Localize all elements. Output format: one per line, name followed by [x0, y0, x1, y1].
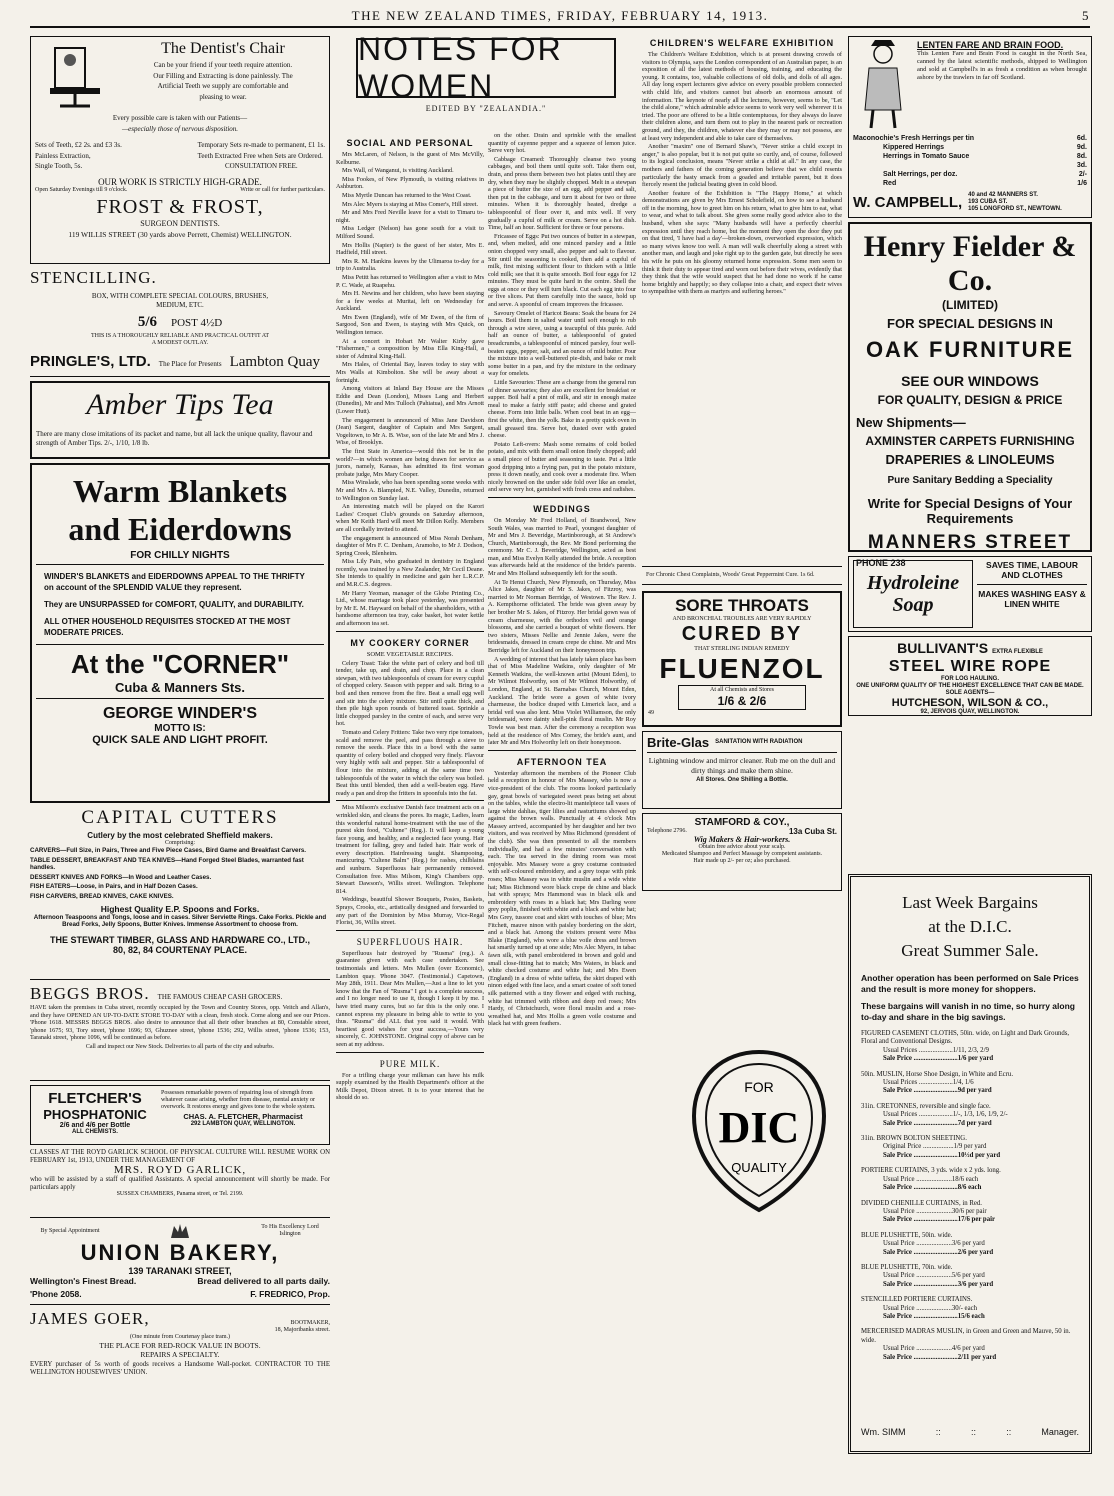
- cutters-ep: Highest Quality E.P. Spoons and Forks.: [100, 903, 260, 914]
- cookery-recipe: Tomato and Celery Fritters: Take two very ripe tomatoes, scald and remove the peel, and pass through a sieve to remove the seeds. Place this in a bowl with the same quantity of celery boiled and chopped very finely. Flavour very highly with salt and pepper. Stir a tablespoonful of flour into the mixture, adding at the same time two tablespoonfuls of the water in which the celery was boiled. Beat this until blended, then add a well-beaten egg. Have ready a pan and drop the fritters in spoonfuls into the fat.: [336, 728, 484, 797]
- union-left: Wellington's Finest Bread.: [30, 1276, 137, 1286]
- goer-ad: [30, 1309, 330, 1389]
- dic-item: [861, 1264, 1079, 1289]
- dentist-line: Every possible care is taken with our Patients—: [112, 114, 248, 122]
- dentist-write: Write or call for further particulars.: [240, 186, 325, 193]
- dic-item-desc: PORTIERE CURTAINS, 3 yds. wide x 2 yds. long.: [861, 1167, 1001, 1175]
- goer-offer: EVERY purchaser of 5s worth of goods receives a Handsome Wall-pocket. CONTRACTOR TO THE WELLINGTON HOUSEWIVES' UNION.: [30, 1361, 330, 1376]
- dic-sale-ad: [848, 874, 1092, 1454]
- social-item: Mr Harry Yeoman, manager of the Globe Printing Co., Ltd., whose marriage took place yesterday, was presented by Mr E. M. Hayward on behalf of the shareholders, with a handsome afternoon tea tray, cake basket, hot water kettle and afternoon tea set.: [336, 589, 484, 628]
- dentist-title: The Dentist's Chair: [161, 40, 285, 57]
- social-item: Mrs Hollis (Napier) is the guest of her sister, Mrs E. Hadfield, Hill street.: [336, 241, 484, 257]
- throats-t5: FLUENZOL: [659, 653, 825, 684]
- fletcher-chem: ALL CHEMISTS.: [72, 1129, 118, 1135]
- wedding-item: On Monday Mr Fred Holland, of Brandwood, New South Wales, was married to Pearl, youngest daughter of Mr and Mrs J. Beveridge, Martinborough, at St Andrew's Church, Martinborough, the Rev. Mr Bond performing the ceremony. Mr C. J. Beveridge, Wellington, acted as best man, and Miss Evelyn Kelly attended the bride. A reception was afterwards held at the residence of the bride's parents. Mr and Mrs Holland subsequently left for the south.: [488, 516, 636, 578]
- briteglas-title: Brite-Glas: [647, 735, 710, 750]
- hydroleine-t1: SAVES TIME, LABOUR AND CLOTHES: [977, 560, 1087, 585]
- bullivant-t3: STEEL WIRE ROPE: [888, 658, 1052, 675]
- dic-item-desc: FIGURED CASEMENT CLOTHS, 50in. wide, on Light and Dark Grounds, Floral and Conventional Designs.: [861, 1030, 1070, 1046]
- lenten-item: Herrings in Tomato Sauce: [883, 153, 970, 160]
- stencil-firm: PRINGLE'S, LTD.: [30, 353, 151, 370]
- lenten-item: Red: [883, 180, 897, 187]
- column-4: [848, 36, 1092, 1486]
- social-item: Mr and Mrs Fred Neville leave for a visit to Timaru to-night.: [336, 209, 484, 224]
- dic-item-sale: Sale Price ..........................15/6 each: [883, 1312, 985, 1320]
- notes-right-column: [488, 132, 636, 1458]
- stamford-tel: Telephone 2796.: [647, 828, 687, 834]
- dic-item: [861, 1328, 1079, 1362]
- dic-item-desc: 31in. BROWN BOLTON SHEETING.: [861, 1135, 967, 1143]
- dic-item-desc: BLUE PLUSHETTE, 50in. wide.: [861, 1231, 953, 1239]
- social-item: An interesting match will be played on the Karori Ladies' Croquet Club's grounds on Saturday afternoon, when Mr Keith Hard will meet Mr Dillon Kelly. Members are all cordially invited to attend.: [336, 503, 484, 533]
- masthead: [30, 8, 1090, 28]
- union-prop: F. FREDRICO, Prop.: [250, 1289, 330, 1299]
- stencil-post: POST 4½D: [171, 317, 223, 329]
- social-item: At a concert in Hobart Mr Walter Kirby gave "Fishermen," a composition by Miss Ella King-Hall, a sister of Admiral King-Hall.: [336, 337, 484, 360]
- murray-text: Weddings, beautiful Shower Bouquets, Posies, Baskets, Sprays, Crooks, etc., artistically designed and forwarded to any part of the Dominion by Miss Murray, Vice-Regal Florist, 36, Willis street.: [336, 896, 484, 927]
- dic-item-usual: Usual Price .....................3/6 per yard: [883, 1240, 985, 1248]
- fletcher-price: 2/6 and 4/6 per Bottle: [59, 1122, 131, 1129]
- social-item: Mrs R. M. Hankins leaves by the Ulimaroa to-day for a trip to Australia.: [336, 257, 484, 273]
- fletcher-firm: CHAS. A. FLETCHER, Pharmacist: [183, 1112, 303, 1121]
- dental-chair-icon: [35, 40, 115, 110]
- stencil-text: BOX, WITH COMPLETE SPECIAL COLOURS, BRUSHES, MEDIUM, ETC.: [91, 292, 269, 309]
- social-item: Miss Lily Pain, who graduated in dentistry in England recently, was trained by a New Zealander, Mr Cecil Deane. She intends to qualify in medicine and gain her L.R.C.P. and M.R.C.S. degrees.: [336, 558, 484, 589]
- hydroleine-logo: Hydroleine Soap: [853, 560, 973, 628]
- bullivant-t8: 92, JERVOIS QUAY, WELLINGTON.: [920, 709, 1020, 715]
- stencil-price: 5/6: [137, 314, 157, 330]
- throats-t4: THAT STERLING INDIAN REMEDY: [694, 646, 790, 652]
- dic-item-sale: Sale Price ..........................3/6 per yard: [883, 1280, 994, 1288]
- hydroleine-t2: MAKES WASHING EASY & LINEN WHITE: [978, 589, 1086, 609]
- throats-t2: AND BRONCHIAL TROUBLES ARE VERY RAPIDLY: [672, 616, 812, 622]
- beggs-title: BEGGS BROS.: [30, 984, 150, 1003]
- dentist-price: Single Tooth, 5s.: [35, 162, 83, 170]
- garlick-text2: who will be assisted by a staff of qualified Assistants. A special announcement will shortly be made. For particulars apply: [30, 1176, 330, 1191]
- beggs-tag: THE FAMOUS CHEAP CASH GROCERS.: [157, 993, 283, 1001]
- dic-item-sale: Sale Price ..........................8/6 each: [883, 1184, 982, 1192]
- lenten-item: Salt Herrings, per doz.: [883, 171, 958, 178]
- stencil-title: STENCILLING.: [30, 268, 157, 287]
- throats-num: 49: [648, 710, 654, 716]
- blankets-p3: ALL OTHER HOUSEHOLD REQUISITES STOCKED AT THE MOST MODERATE PRICES.: [44, 617, 291, 637]
- lenten-title: LENTEN FARE AND BRAIN FOOD.: [917, 40, 1064, 50]
- wedding-item: At Te Henui Church, New Plymouth, on Thursday, Miss Alice Jakes, daughter of Mr S. Jakes, of Fitzroy, was married to Mr Norman Berridge, of Westown. The Rev. J. A. Kempthorne officiated. The bride was given away by her brother Mr S. Jakes, of Fitzroy. Her bridal gown was of cream charmeuse, with the orthodox veil and orange blossoms, and she carried a bouquet of white flowers. Her two sisters, Misses Nellie and Jennie Jakes, were the bridesmaids, dressed in cream crepe de chine. Mr and Mrs Berridge left for Auckland on their honeymoon trip.: [488, 578, 636, 654]
- social-item: The engagement is announced of Miss Jane Davidson (Jean) Sargent, daughter of Captain and Mrs Sargent, Vogeltown, to Mr A. B. Wise, son of the late Mr and Mrs J. Wise, of Brooklyn.: [336, 416, 484, 447]
- bullivant-t1: BULLIVANT'S: [897, 640, 989, 656]
- dic-item: [861, 1135, 1079, 1160]
- social-heading: SOCIAL AND PERSONAL: [346, 138, 474, 148]
- lenten-price: 2/-: [1078, 171, 1087, 178]
- dic-title-3: Great Summer Sale.: [901, 941, 1039, 960]
- beggs-ad: [30, 984, 330, 1081]
- cookery-heading: MY COOKERY CORNER: [350, 637, 470, 648]
- social-item: Among visitors at Inland Bay House are the Misses Eddie and Dean (London), Misses Lang and Herbert (Dunedin), Mr and Mrs Tulloch (Pahiatua), and Mrs Arnott (Lower Hutt).: [336, 385, 484, 415]
- welfare-heading: CHILDREN'S WELFARE EXHIBITION: [649, 38, 835, 48]
- column-3: [642, 36, 842, 1486]
- dic-item-sale: Sale Price ..........................1/6 per yard: [883, 1055, 994, 1063]
- stamford-c2: Medicated Shampoo and Perfect Massage by competent assistants.: [661, 851, 823, 857]
- dentist-price: Painless Extraction,: [35, 151, 91, 160]
- throats-t6: At all Chemists and Stores: [710, 687, 774, 693]
- hydroleine-ad: [848, 556, 1092, 632]
- winders-name: GEORGE WINDER'S: [102, 705, 258, 722]
- stencil-loc: Lambton Quay: [229, 354, 320, 370]
- union-street: 139 TARANAKI STREET,: [128, 1266, 232, 1276]
- campbell-addr: 193 CUBA ST.: [968, 199, 1008, 205]
- fielder-l5: New Shipments—: [856, 415, 966, 430]
- pure-milk-heading: PURE MILK.: [379, 1058, 441, 1069]
- dentist-price: Teeth Extracted Free when Sets are Ordered.: [197, 151, 323, 160]
- stamford-wig: Wig Makers & Hair-workers.: [693, 835, 791, 844]
- dic-lead-1: Another operation has been performed on Sale Prices and the result is more money for shoppers.: [861, 973, 1079, 994]
- welfare-text: Another "maxim" one of Bernard Shaw's, "Never strike a child except in anger," is also popular, but it is not put quite so curtly, and, of course, followed to its logical conclusion, means "Never strike a child at all." In any case, the mothers and fathers of the coming generation believe that we child resents particularly the hasty smack from a goaded and irritable parent, but it does fiercely resent the judicial beating given in cold blood.: [642, 143, 842, 189]
- fletcher-addr: 292 LAMBTON QUAY, WELLINGTON.: [190, 1121, 296, 1127]
- cutters-line: DESSERT KNIVES AND FORKS—In Wood and Leather Cases.: [30, 873, 212, 881]
- stencil-place: The Place for Presents: [158, 360, 222, 368]
- recipe-text: Little Savouries: These are a change from the general run of dinner savouries; they also are excellent for breakfast or supper. Boil half a pint of milk, and stir in enough maize meal to make a fairly stiff paste; add cheese and grated cheese. Form into little balls. When cool beat in an egg—first the white, then the yolk. Bake in a pretty quick oven in small greased tins. Serve hot, dusted over with grated cheese.: [488, 379, 636, 440]
- dentist-price: Temporary Sets re-made to permanent, £1 1s.: [197, 141, 325, 149]
- wedding-item: A wedding of interest that has lately taken place has been that of Miss Madeline Watkins, only daughter of Mr Kenneth Watkins, the well-known artist (Mount Eden), to Mr Wilmot Holworthy, son of Mr Wilmot Holworthy, of London, England, at St. Barnabas Church, Mount Eden, Auckland. The bride wore a gown of white ivory charmeuse, the bodice draped with Limerick lace, and a bridal veil was also lent. Miss Violet Williamson, the only bridesmaid, wore dainty shell-pink floral muslin. Mr Roy Towle was best man. After the ceremony a reception was held at the residence of Mrs Comey, the bride's aunt, and later Mr and Mrs Holworthy left on their honeymoon.: [488, 655, 636, 747]
- cutters-line: TABLE DESSERT, BREAKFAST AND TEA KNIVES—Hand Forged Steel Blades, warranted fast handles.: [30, 856, 304, 872]
- fletcher-desc: Possesses remarkable powers of repairing loss of strength from whatever cause arising, whether from disease, mental anxiety or overwork. It restores energy and gives tone to the whole system.: [161, 1090, 316, 1110]
- dic-item-usual: Original Price ..................1/9 per yard: [883, 1143, 987, 1151]
- afternoon-tea-text: Yesterday afternoon the members of the Pioneer Club held a reception in honour of Mrs Massey, who is now a vice-president of the club. The rooms looked particularly gay, great bowls of variegated sweet peas being set about on the tables, while the electro-lit mantelpiece tall vases of large white dahlias, tiger lilies and nasturtiums showed up against the brown walls. Punctually at 4 o'clock Mrs Massey arrived, accompanied by her daughter and her two visitors, and was received by Miss Richmond (president of the club). She was then presented to all the members individually, and had a few minutes' conversation with each. The tea served in the dining room was most enjoyable. Mrs Massey wore a grey costume contrasted with self-coloured embroidery, and a grey toque with pink roses; Miss Massey was in white muslin and a wide white hat; Miss Richmond wore black crepe de chine and black hat with sprays; Mrs Hammond was in black silk and embroidery with roses in a black hat; Mrs Darling wore grey poplin, finished with white and a black and white hat; Mrs Grey, tussore coat and skirt with touches of blue; Mrs Fitchett, mauve ninon with paisley bordering on the skirt, and a black hat. Among the visitors present were Miss Blake (England), who wore a blue voile dress and brown hat smartly turned up at one side; Mrs Alec Myers, in tabac fawn silk, with panel embroidered in brown and gold and small close-fitting hat to match; Mrs Waters, in black and white checked costume and white hat; and Mrs Ewen (England) in a dress of white taffeta, the skirt draped with ninon edged with fine lace, and a smart coatee of soft toned silk patterned with a tiny flower and edged with ruching, white hat trimmed with ribbon and deep red roses; Mrs Hardy, of Christchurch, wore floral muslin and a rose-wreathed hat, and Mrs Hollis a green voile costume and black hat with green feathers.: [488, 769, 636, 1028]
- brite-glas-ad: [642, 731, 842, 809]
- page-number: 5: [1082, 8, 1090, 23]
- masthead-title: THE NEW ZEALAND TIMES, FRIDAY, FEBRUARY 14, 1913.: [351, 8, 769, 23]
- social-text: [336, 151, 484, 628]
- campbell-addr: 105 LONGFORD ST., NEWTOWN.: [968, 206, 1062, 212]
- goer-place: THE PLACE FOR RED-ROCK VALUE IN BOOTS.: [99, 1341, 261, 1350]
- stamford-ad: [642, 813, 842, 891]
- fluenzol-ad: [642, 591, 842, 727]
- dic-signature: [861, 1427, 1079, 1437]
- dic-item-desc: 50in. MUSLIN, Horse Shoe Design, in White and Ecru.: [861, 1070, 1014, 1078]
- social-item: Mrs Ewen (England), wife of Mr Ewen, of the firm of Sargood, Son and Ewen, is staying with Mrs Quick, on Wellington terrace.: [336, 313, 484, 337]
- dic-item-sale: Sale Price ..........................9d per yard: [883, 1087, 992, 1095]
- garlick-text: CLASSES AT THE ROYD GARLICK SCHOOL OF PHYSICAL CULTURE WILL RESUME WORK ON FEBRUARY 1st, 1913, UNDER THE MANAGEMENT OF: [30, 1149, 330, 1164]
- cutters-title: CAPITAL CUTTERS: [81, 807, 279, 828]
- dic-item: [861, 1071, 1079, 1096]
- social-item: Miss Myrtle Duncan has returned to the West Coast.: [342, 191, 472, 199]
- dic-item-usual: Usual Price .....................4/6 per yard: [883, 1345, 985, 1353]
- cookery-sub: SOME VEGETABLE RECIPES.: [366, 650, 454, 658]
- social-item: The first State in America—would this not be in the world?—in which women are being drawn for service as jurors, namely, Kansas, has admitted its first woman probate judge, Mrs Mary Cooper.: [336, 447, 484, 478]
- dentist-intro: [121, 61, 325, 101]
- fletcher-t1: FLETCHER'S: [48, 1090, 142, 1107]
- recipe-text: Savoury Omelet of Haricot Beans: Soak the beans for 24 hours. Boil them in salted water until soft enough to rub through a wire sieve, using a teacupful of this purée. Add half an ounce of butter, a tablespoonful of grated breadcrumbs, a tablespoonful of minced parsley, four well-beaten eggs, pepper, salt, and an ounce of mild butter. Pour the mixture into a well-buttered pie-dish, and bake or melt some butter in a pan, and fry the mixture in the ordinary way for omelets.: [488, 309, 636, 378]
- dic-item: [861, 1167, 1079, 1192]
- recipe-text: on the other. Drain and sprinkle with the smallest quantity of cayenne pepper and a squeeze of lemon juice. Serve very hot.: [488, 132, 636, 155]
- dic-item-sale: Sale Price ..........................10½d per yard: [883, 1151, 1001, 1159]
- cutters-firm: THE STEWART TIMBER, GLASS AND HARDWARE CO., LTD.,: [50, 934, 310, 945]
- goer-role: BOOTMAKER,: [290, 1320, 330, 1326]
- briteglas-sub: SANITATION WITH RADIATION: [715, 739, 803, 745]
- dic-item-desc: DIVIDED CHENILLE CURTAINS, in Red.: [861, 1199, 982, 1207]
- fielder-title: Henry Fielder & Co.: [863, 230, 1077, 297]
- fielder-ltd: (LIMITED): [942, 298, 998, 312]
- dentist-addr: 119 WILLIS STREET (30 yards above Perrett, Chemist) WELLINGTON.: [68, 229, 292, 239]
- cutters-sub: Cutlery by the most celebrated Sheffield makers.: [87, 831, 273, 840]
- union-l1: By Special Appointment: [40, 1227, 100, 1234]
- dic-title-2: at the D.I.C.: [928, 917, 1012, 936]
- blankets-sub: FOR CHILLY NIGHTS: [130, 550, 230, 561]
- dentist-sub: SURGEON DENTISTS.: [140, 218, 220, 228]
- garlick-addr: SUSSEX CHAMBERS, Panama street, or Tel. 2199.: [116, 1191, 244, 1198]
- campbell-firm: W. CAMPBELL,: [853, 194, 963, 211]
- cutters-line: CARVERS—Full Size, in Pairs, Three and Five Piece Cases, Bird Game and Breakfast Carvers.: [30, 847, 307, 854]
- stamford-c3: Hair made up 2/- per oz; also purchased.: [693, 858, 791, 864]
- pure-milk-text: For a trifling charge your milkman can have his milk supply examined by the Health Department's officer at the Milk Depot, Dixon street. It is to your interest that he should do so.: [336, 1071, 484, 1102]
- dic-item: [861, 1030, 1079, 1064]
- stencil-desc: THIS IS A THOROUGHLY RELIABLE AND PRACTICAL OUTFIT AT A MODEST OUTLAY.: [90, 333, 270, 346]
- seal-bot-text: QUALITY: [731, 1160, 787, 1175]
- milsom-text: Miss Milsom's exclusive Danish face treatment acts on a wrinkled skin, and cleans the pores. Its magic, Ladies, learn this wonderful natural home-treatment with the use of the purest skin food, "Cultene" (Reg.). It will keep a young face young, and healthy, and a neglected face young. Hair treatment for falling, grey and faded hair. Hair work of every description. Hairdressing taught. Shampooing, manicuring. "Cultene Balm" (Reg.) for rashes, chilblains and sunburn. Superfluous hair permanently removed. Consultation free. Miss Milsom, King's Chambers opp. Stewart Dawson's, Willis street. Wellington. Telephone 814.: [336, 804, 484, 895]
- afternoon-tea-heading: AFTERNOON TEA: [516, 756, 608, 767]
- dic-signature-divider: ::: [1006, 1427, 1012, 1437]
- notes-left-column: [336, 132, 484, 1458]
- briteglas-text: Lightning window and mirror cleaner. Rub me on the dull and dirty things and make them shine.: [648, 756, 836, 775]
- cutters-after: Afternoon Teaspoons and Tongs, loose and in cases. Silver Serviette Rings. Cake Forks. Pickle and Bread Forks, Jelly Spoons, Butter Knives. Immense Assortment to choose from.: [33, 913, 327, 929]
- fielder-l4: FOR QUALITY, DESIGN & PRICE: [877, 393, 1063, 407]
- garlick-name: MRS. ROYD GARLICK,: [113, 1164, 247, 1177]
- amber-text: There are many close imitations of its packet and name, but all lack the unique quality, flavour and strength of Amber Tips. 2/-, 1/10, 1/8 lb.: [36, 430, 313, 447]
- royal-crest-icon: [169, 1222, 191, 1240]
- dic-signature-divider: ::: [970, 1427, 976, 1437]
- seal-mid-text: DIC: [718, 1103, 800, 1152]
- goer-title: JAMES GOER,: [30, 1309, 150, 1328]
- dentist-line: —especially those of nervous disposition.: [121, 124, 239, 133]
- recipe-text: Potato Left-overs: Mash some remains of cold boiled potato, and mix with them small onion finely chopped; add a small piece of butter and seasoning to taste. Put a little good dripping into a frying pan, put in the potato mixture, press it down neatly, and cook over a moderate fire. When nicely browned on the under side fold over like an omelet, and serve very hot, garnished with fresh cress and radishes.: [488, 440, 636, 494]
- amber-title: Amber Tips Tea: [86, 388, 274, 421]
- social-item: Miss Winslade, who has been spending some weeks with Mr and Mrs A. Blampied, N.E. Valley, Dunedin, returned to Wellington on Sunday last.: [336, 479, 484, 502]
- fisherman-figure-icon: [853, 40, 913, 130]
- dic-signature-title: Manager.: [1041, 1427, 1079, 1437]
- fielder-phone: PHONE 238: [856, 558, 906, 568]
- campbell-addr: 40 and 42 MANNERS ST.: [968, 192, 1038, 198]
- bullivant-t7: HUTCHESON, WILSON & CO.,: [891, 697, 1049, 709]
- dentist-open: Open Saturday Evenings till 9 o'clock.: [35, 186, 128, 193]
- dentist-line: Our Filling and Extracting is done painlessly. The: [153, 71, 293, 80]
- social-item: Mrs H. Newins and her children, who have been staying for a few weeks at Muritai, left on Wednesday for Auckland.: [336, 290, 484, 313]
- social-item: Mrs McLaren, of Nelson, is the guest of Mrs McVilly, Kelburne.: [336, 151, 484, 166]
- lenten-price: 9d.: [1076, 144, 1087, 151]
- recipe-text: Cabbage Creamed: Thoroughly cleanse two young cabbages, and boil them until quite soft. Take them out, drain, and press them between two hot plates until they are dry, when they may be slightly chopped. Melt in a stewpan a piece of butter the size of an egg, add pepper and salt, then put in the cabbage, and turn it about for two or three minutes. When it is thoroughly heated, dredge a tablespoonful of flour over it, and mix well. If very gradually a cupful of milk or cream. Serve on a hot dish. Time, half an hour. Sufficient for three or four persons.: [488, 155, 636, 232]
- dic-item-usual: Usual Prices ....................1/4, 1/6: [883, 1079, 974, 1087]
- dic-item-usual: Usual Prices ....................1/11, 2/3, 2/9: [883, 1046, 989, 1054]
- union-phone: 'Phone 2058.: [30, 1289, 82, 1299]
- dic-item-sale: Sale Price ..........................2/11 per yard: [883, 1353, 997, 1361]
- dic-item-sale: Sale Price ..........................7d per yard: [883, 1119, 992, 1127]
- bullivant-ad: [848, 636, 1092, 716]
- goer-note: (One minute from Courtenay place tram.): [130, 1334, 230, 1340]
- cutters-comp: Comprising:: [164, 840, 195, 846]
- dentist-firm: FROST & FROST,: [96, 195, 264, 218]
- union-l2: To His Excellency Lord Islington: [261, 1224, 319, 1237]
- beggs-text: HAVE taken the premises in Cuba street, recently occupied by the Town and Country Stores, opp. Veitch and Allan's, and they have OPENED AN UP-TO-DATE STORE TO-DAY with a clean, fresh stock. Come along and see our Prices. 'Phone 1618. MESSRS BEGGS BROS. also desire to announce that all their other branches at 80, Constable street, 'phone 1675; 93, Tory street, 'phone 1696; 93, Ghuznee street, 'phone 1536; 292, Willis street, 'phone 1536; 153, Taranaki street, 'phone 1096, will be continued as before.: [30, 1004, 330, 1042]
- social-item: Mrs Wall, of Wanganui, is visiting Auckland.: [342, 167, 454, 175]
- throats-t7: 1/6 & 2/6: [717, 694, 767, 708]
- dic-item: [861, 1296, 1079, 1321]
- dic-quality-seal-icon: [684, 1046, 834, 1216]
- column-2-notes-for-women: [336, 31, 636, 1486]
- blankets-title-1: Warm Blankets: [72, 473, 288, 509]
- stencil-ad: [30, 268, 330, 377]
- social-item: Miss Ledger (Nelson) has gone south for a visit to Milford Sound.: [336, 225, 484, 240]
- dic-item-usual: Usual Price .....................30/- each: [883, 1304, 978, 1312]
- dic-signature-divider: ::: [935, 1427, 941, 1437]
- bullivant-t5: ONE UNIFORM QUALITY OF THE HIGHEST EXCELLENCE THAT CAN BE MADE.: [856, 683, 1084, 689]
- union-bakery-ad: [30, 1222, 330, 1305]
- dic-item-usual: Usual Price .....................30/6 per pair: [883, 1207, 987, 1215]
- union-right: Bread delivered to all parts daily.: [197, 1276, 330, 1286]
- fielder-l3: SEE OUR WINDOWS: [901, 373, 1039, 389]
- stamford-c1: Obtain free advice about your scalp.: [698, 844, 786, 850]
- dic-lead-2: These bargains will vanish in no time, so hurry along to-day and share in the big savings.: [861, 1001, 1075, 1022]
- fielder-l10: MANNERS STREET: [867, 532, 1073, 553]
- dic-item-sale: Sale Price ..........................17/6 per pair: [883, 1216, 996, 1224]
- fielder-l6: AXMINSTER CARPETS FURNISHING: [865, 434, 1075, 448]
- social-item: Miss Petitt has returned to Wellington after a visit to Mrs P. C. Wade, at Ruapehu.: [336, 273, 484, 289]
- weddings-heading: WEDDINGS: [533, 503, 591, 514]
- throats-t1: SORE THROATS: [675, 596, 809, 615]
- fielder-ad: [848, 222, 1092, 568]
- lenten-price: 8d.: [1076, 153, 1087, 160]
- lenten-price: 3d.: [1076, 162, 1087, 169]
- cutters-line: FISH CARVERS, BREAD KNIVES, CAKE KNIVES.: [30, 892, 174, 900]
- amber-tips-ad: [30, 381, 330, 459]
- social-item: Mrs Hales, of Oriental Bay, leaves today to stay with Mrs Walls at Kimbolton. She will be away about a fortnight.: [336, 361, 484, 384]
- lenten-price: 6d.: [1076, 135, 1087, 142]
- dentist-price: CONSULTATION FREE.: [224, 162, 298, 170]
- lenten-text: This Lenten Fare and Brain Food is caught in the North Sea, canned by the latest scientific methods, shipped to Wellington and sold at Campbell's in as fresh a condition as when brought ashore by the trawlers in far off Scotland.: [917, 50, 1087, 81]
- dic-item-desc: BLUE PLUSHETTE, 70in. wide.: [861, 1263, 953, 1271]
- goer-repairs: REPAIRS A SPECIALTY.: [140, 1350, 220, 1359]
- cookery-recipe: Celery Toast: Take the white part of celery and boil till tender, take up, and drain, and chop. Place in a clean stewpan, with two tablespoonfuls of cream for every cupful of chopped celery. Season with pepper and salt. Bring to a boil and then remove from the fire. Beat a small egg well and stir into the celery mixture. Stir until quite thick, and then pile high upon rounds of buttered toast. Sprinkle a little chopped parsley in the centre of each, and serve very hot.: [336, 659, 484, 728]
- dic-item-usual: Usual Price .....................5/6 per yard: [883, 1272, 985, 1280]
- notes-edited: EDITED BY "ZEALANDIA.": [425, 104, 547, 113]
- stamford-addr: 13a Cuba St.: [788, 827, 837, 836]
- woods-ad: For Chronic Chest Complaints, Woods' Great Peppermint Cure. 1s 6d.: [646, 572, 815, 578]
- social-item: Mrs Alec Myers is staying at Miss Comer's, Hill street.: [342, 200, 479, 208]
- dic-item-desc: 31in. CRETONNES, reversible and single face.: [861, 1102, 991, 1110]
- briteglas-stores: All Stores. One Shilling a Bottle.: [696, 777, 788, 783]
- dentist-line: pleasing to wear.: [199, 92, 247, 101]
- dentist-strict: OUR WORK IS STRICTLY HIGH-GRADE.: [98, 176, 262, 187]
- dic-item-sale: Sale Price ..........................2/6 per yard: [883, 1248, 994, 1256]
- stamford-title: STAMFORD & COY.,: [694, 817, 790, 828]
- corner-title: At the "CORNER": [70, 649, 290, 679]
- dic-signature-name: Wm. SIMM: [861, 1427, 906, 1437]
- winders-motto: MOTTO IS:: [154, 723, 206, 734]
- dic-item: [861, 1103, 1079, 1128]
- campbell-ad: [848, 36, 1092, 218]
- dentist-ad: [30, 36, 330, 264]
- column-1: [30, 36, 330, 1486]
- fletcher-t2: PHOSPHATONIC: [43, 1107, 147, 1122]
- union-title: UNION BAKERY,: [80, 1240, 280, 1265]
- goer-addr: 18, Majoribanks street.: [274, 1327, 330, 1333]
- bullivant-t2: EXTRA FLEXIBLE: [992, 649, 1043, 655]
- dic-item: [861, 1200, 1079, 1225]
- notes-title: NOTES FOR WOMEN: [358, 31, 563, 104]
- cutters-addr: 80, 82, 84 COURTENAY PLACE.: [112, 944, 248, 955]
- dic-item: [861, 1232, 1079, 1257]
- lenten-item: Maconochie's Fresh Herrings per tin: [853, 135, 975, 142]
- lenten-price: 1/6: [1077, 180, 1087, 187]
- dic-item-usual: Usual Price .....................18/6 each: [883, 1175, 979, 1183]
- social-item: Miss Fookes, of New Plymouth, is visiting relatives in Ashburton.: [336, 175, 484, 191]
- superfluous-text: Superfluous hair destroyed by "Rusma" (reg.). A guarantee given with each case undertaken. See testimonials and letters. Mrs Mullen (over Economic), Lambton quay. 'Phone 3047. (Testimonial.) Capetown, May 28th, 1911. Dear Mrs Mullen,—Just a line to let you know that the Fan of "Rusma" I got is a complete success, and I no longer need to use it, though I keep it by me. I have tried many cures, but so far this is the only one. I cannot express my pleasure in being able to write to you thus. "Rusma" did ALL that you said it would. With heartiest good wishes for your success,—Yours very sincerely, C. JOHNSTONE. Original copy of above can be seen at my address.: [336, 949, 484, 1048]
- winders-ad: [30, 463, 330, 803]
- seal-top-text: FOR: [744, 1079, 774, 1095]
- dic-item-usual: Usual Prices ....................1/-, 1/3, 1/6, 1/9, 2/-: [883, 1111, 1008, 1119]
- cutters-ad: [30, 807, 330, 980]
- notes-header: [336, 31, 636, 126]
- bullivant-t6: SOLE AGENTS—: [945, 690, 995, 696]
- winders-slogan: QUICK SALE AND LIGHT PROFIT.: [92, 734, 268, 746]
- dic-item-desc: MERCERISED MADRAS MUSLIN, in Green and Green and Mauve, 50 in. wide.: [861, 1328, 1071, 1344]
- superfluous-heading: SUPERFLUOUS HAIR.: [356, 936, 464, 947]
- beggs-call: Call and inspect our New Stock. Deliveries to all parts of the city and suburbs.: [85, 1043, 275, 1050]
- corner-sts: Cuba & Manners Sts.: [114, 680, 246, 695]
- fielder-l8: Pure Sanitary Bedding a Speciality: [887, 475, 1053, 486]
- welfare-text: The Children's Welfare Exhibition, which is at present drawing crowds of visitors to Olympia, says the London correspondent of an Australian paper, is an exposition of all the latest methods of housing, training, and educating the young. It contains, too, valuable collections of old dolls, and dolls of all ages. All day long expert lecturers give advice on every possible problem connected with child life, and visitors cannot but absorb an enormous amount of information. The keynote of nearly all the lectures, however, seems to be, "Let the child alone," which admirable advice seems to work very well wherever it is tried. The poor are offered to be a little contemptuous, for they always do leave their children alone, and turn them out to play in the nearest park or recreation ground, and they, the children, whatever else they may or may not possess, are at least very independent and able to take care of themselves.: [642, 51, 842, 142]
- blankets-title-2: and Eiderdowns: [68, 511, 292, 547]
- fielder-l2: OAK FURNITURE: [865, 337, 1075, 362]
- welfare-text: Another feature of the Exhibition is "The Happy Home," at which demonstrations are given by Mrs Ernest Scholefield, on how to see a husband off in the morning, how to greet him on his return, what to give him to eat, what to wear, and what to talk about. She gives some really good advice also to the husband, when she says: "Many husbands will have a perfectly cheerful expression until they reach home, but the moment they open the door they put on that tired, 'I have had a day'—broken-down, overworked expression, which so many wives know too well. A man will walk cheerfully along a street with another man, and laugh and joke right up to the garden gate, but directly he sees his wife he puts on his gloomy returned home expression. Some men seem to think it their duty to appear tired and worn out before their wives, evidently that they think that the wife would suspect that he had done no work if he came home brightly and happily; so they collapse into a chair, and expect their wives to sympathise with them as martyrs and suffering heroes.": [642, 189, 842, 296]
- lenten-item: Kippered Herrings: [883, 144, 945, 151]
- blankets-p1: WINDER'S BLANKETS and EIDERDOWNS APPEAL TO THE THRIFTY on account of the SPLENDID VALUE they represent.: [44, 572, 305, 592]
- garlick-ad: [30, 1149, 330, 1218]
- fletcher-ad: [30, 1085, 330, 1145]
- dentist-price: Sets of Teeth, £2 2s. and £3 3s.: [35, 141, 122, 149]
- fielder-l9: Write for Special Designs of Your Requirements: [867, 496, 1073, 526]
- cutters-line: FISH EATERS—Loose, in Pairs, and in Half Dozen Cases.: [30, 883, 198, 891]
- fielder-l1: FOR SPECIAL DESIGNS IN: [887, 316, 1053, 331]
- recipe-text: Fricassee of Eggs: Put two ounces of butter in a stewpan, and, when melted, add one minced parsley and a little onion chopped very small, also pepper and salt to flavour. Stir until the seasoning is cooked, then add a cupful of milk, first mixing sufficient flour to thicken with a little cold milk; see that it is quite smooth. Boil four eggs for 12 minutes. They must be quite hard in the centre. Shell the eggs at once or they will turn black. Cut each egg into four or five slices. Put them carefully into the sauce, hold up and serve. A spoonful of cream improves the fricassee.: [488, 232, 636, 309]
- blankets-p2: They are UNSURPASSED for COMFORT, QUALITY, and DURABILITY.: [44, 600, 304, 609]
- dic-item-desc: STENCILLED PORTIERE CURTAINS.: [861, 1296, 973, 1304]
- dentist-line: Can be your friend if your teeth require attention.: [153, 61, 293, 69]
- bullivant-t4: FOR LOG HAULING.: [941, 676, 999, 682]
- dentist-line: Artificial Teeth we supply are comfortable and: [157, 82, 289, 90]
- throats-t3: CURED BY: [681, 623, 803, 645]
- dic-title-1: Last Week Bargains: [902, 893, 1038, 912]
- fielder-l7: DRAPERIES & LINOLEUMS: [885, 452, 1055, 467]
- social-item: The engagement is announced of Miss Norah Denham, daughter of Mrs F. C. Denham, Aramoho, to Mr J. Dodson, Spring Creek, Blenheim.: [336, 534, 484, 557]
